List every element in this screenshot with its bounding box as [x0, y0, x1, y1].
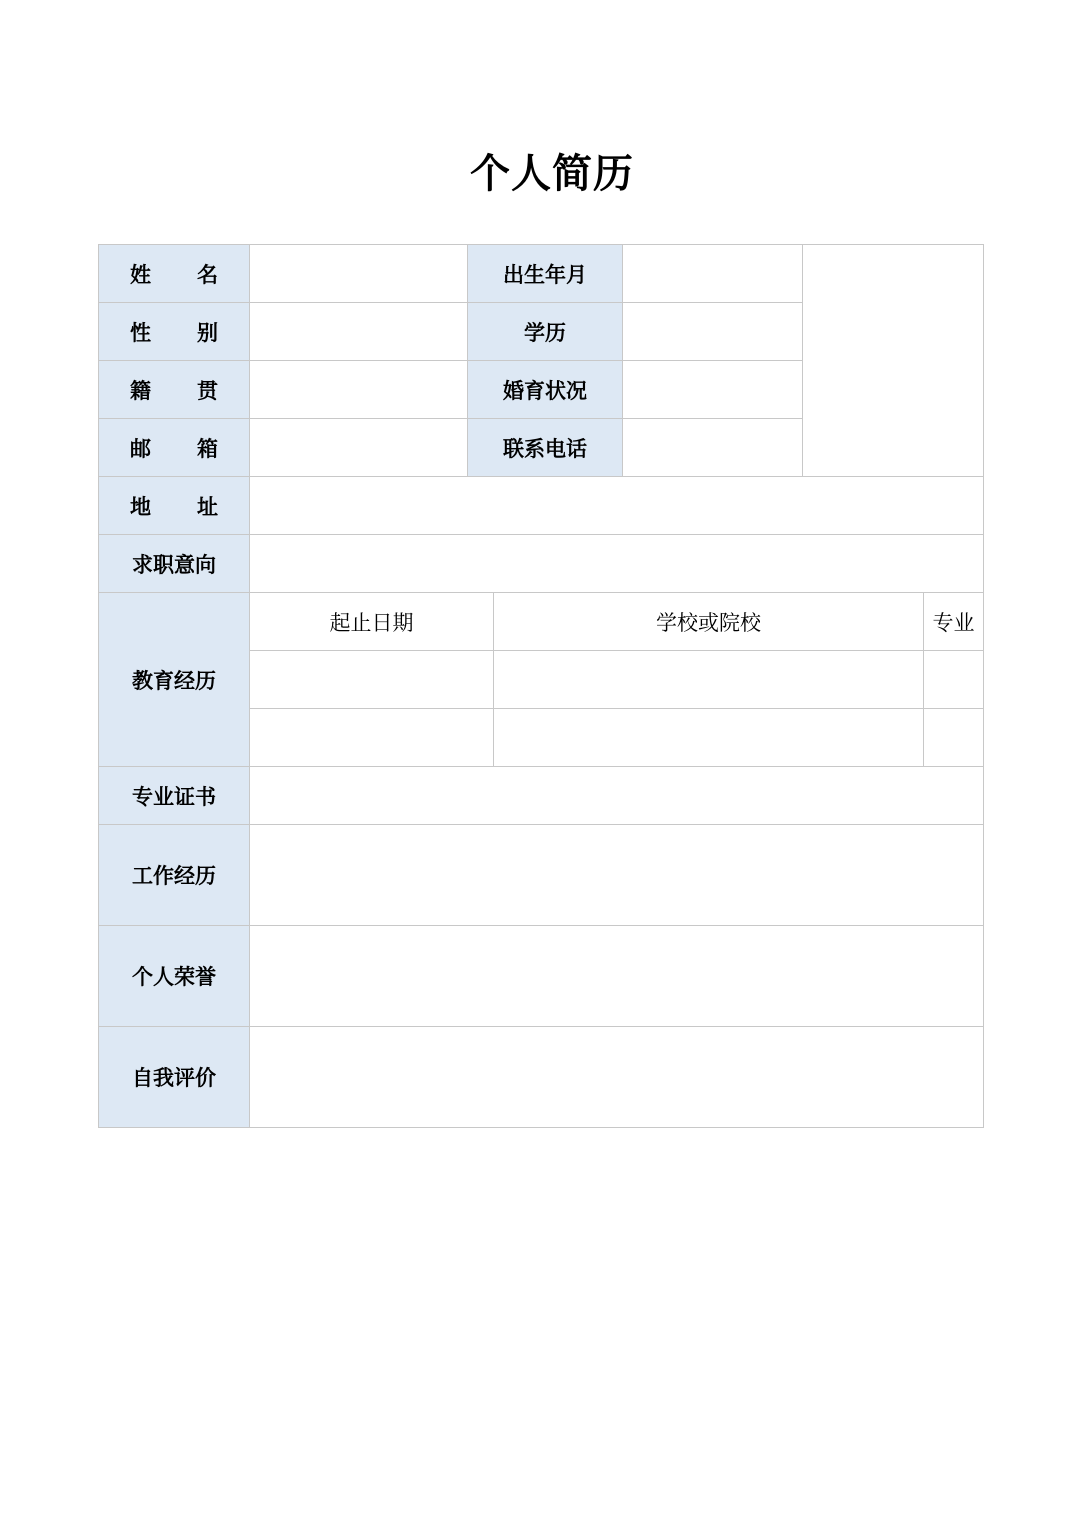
phone-label: 联系电话 — [468, 419, 623, 477]
marital-label: 婚育状况 — [468, 361, 623, 419]
birth-label: 出生年月 — [468, 245, 623, 303]
education-major-cell[interactable] — [924, 709, 984, 767]
evaluation-value[interactable] — [250, 1027, 984, 1128]
education-level-label: 学历 — [468, 303, 623, 361]
gender-label: 性 别 — [99, 303, 250, 361]
native-label: 籍 贯 — [99, 361, 250, 419]
education-school-cell[interactable] — [494, 709, 924, 767]
evaluation-label: 自我评价 — [99, 1027, 250, 1128]
row-address — [99, 477, 984, 535]
education-col-major: 专业 — [924, 593, 984, 651]
intention-value[interactable] — [250, 535, 984, 593]
education-dates-cell[interactable] — [250, 709, 494, 767]
marital-value[interactable] — [623, 361, 803, 419]
native-value[interactable] — [250, 361, 468, 419]
honor-value[interactable] — [250, 926, 984, 1027]
row-honor — [99, 926, 984, 1027]
certificate-label: 专业证书 — [99, 767, 250, 825]
row-evaluation — [99, 1027, 984, 1128]
education-school-cell[interactable] — [494, 651, 924, 709]
row-intention — [99, 535, 984, 593]
phone-value[interactable] — [623, 419, 803, 477]
work-label: 工作经历 — [99, 825, 250, 926]
name-label: 姓 名 — [99, 245, 250, 303]
address-label: 地 址 — [99, 477, 250, 535]
education-label: 教育经历 — [99, 593, 250, 767]
row-work — [99, 825, 984, 926]
education-header-row — [99, 593, 984, 651]
gender-value[interactable] — [250, 303, 468, 361]
page-title: 个人简历 — [470, 151, 634, 197]
work-value[interactable] — [250, 825, 984, 926]
row-name — [99, 245, 984, 303]
certificate-value[interactable] — [250, 767, 984, 825]
email-value[interactable] — [250, 419, 468, 477]
birth-value[interactable] — [623, 245, 803, 303]
address-value[interactable] — [250, 477, 984, 535]
honor-label: 个人荣誉 — [99, 926, 250, 1027]
education-col-school: 学校或院校 — [494, 593, 924, 651]
education-level-value[interactable] — [623, 303, 803, 361]
intention-label: 求职意向 — [99, 535, 250, 593]
photo-box[interactable] — [803, 245, 984, 477]
name-value[interactable] — [250, 245, 468, 303]
education-dates-cell[interactable] — [250, 651, 494, 709]
resume-table — [98, 244, 984, 1128]
row-certificate — [99, 767, 984, 825]
education-major-cell[interactable] — [924, 651, 984, 709]
education-col-dates: 起止日期 — [250, 593, 494, 651]
email-label: 邮 箱 — [99, 419, 250, 477]
